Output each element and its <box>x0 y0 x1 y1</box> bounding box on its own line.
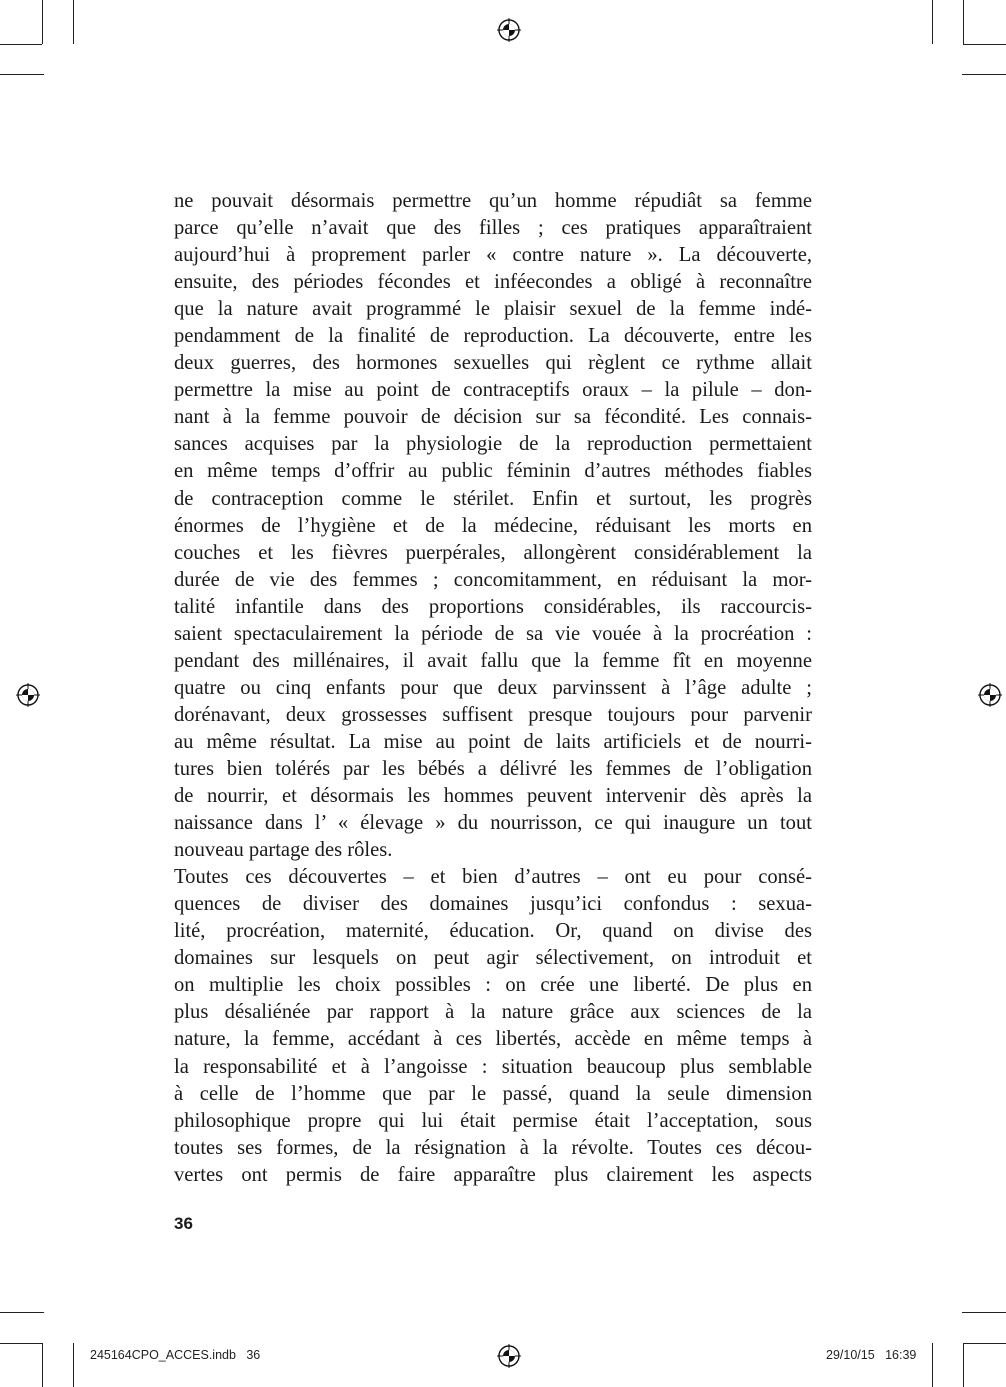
text-line: que la nature avait programmé le plaisir sexuel de la femme indé- <box>174 298 812 321</box>
text-line: de contraception comme le stérilet. Enfin et surtout, les progrès <box>174 487 812 510</box>
text-line: naissance dans l’ « élevage » du nourrisson, ce qui inaugure un tout <box>174 812 812 835</box>
text-line: dorénavant, deux grossesses suffisent presque toujours pour parvenir <box>174 703 812 726</box>
crop-mark-top-right-vertical-inner <box>963 0 964 44</box>
text-line: couches et les fièvres puerpérales, allongèrent considérablement la <box>174 541 812 564</box>
text-line: Toutes ces découvertes – et bien d’autres – ont eu pour consé- <box>174 866 812 889</box>
text-line: domaines sur lesquels on peut agir sélectivement, on introduit et <box>174 947 812 970</box>
slug-date-time: 29/10/15 16:39 <box>826 1348 917 1362</box>
text-line: plus désaliénée par rapport à la nature grâce aux sciences de la <box>174 1001 812 1024</box>
crop-mark-bottom-left-horizontal-inner <box>0 1343 42 1344</box>
crop-mark-top-left-horizontal-inner <box>0 74 44 75</box>
text-line: ensuite, des périodes fécondes et inféecondes a obligé à reconnaître <box>174 271 812 294</box>
text-line: toutes ses formes, de la résignation à la révolte. Toutes ces décou- <box>174 1136 812 1159</box>
text-line: énormes de l’hygiène et de la médecine, réduisant les morts en <box>174 514 812 537</box>
text-line: lité, procréation, maternité, éducation. Or, quand on divise des <box>174 920 812 943</box>
crop-mark-bottom-right-horizontal-inner <box>963 1343 1006 1344</box>
text-line: nouveau partage des rôles. <box>174 839 393 862</box>
text-line: aujourd’hui à proprement parler « contre nature ». La découverte, <box>174 244 812 267</box>
registration-mark-icon-left <box>16 683 40 707</box>
text-line: au même résultat. La mise au point de laits artificiels et de nourri- <box>174 730 812 753</box>
crop-mark-bottom-right-vertical <box>932 1343 933 1387</box>
crop-mark-top-right-horizontal-inner <box>962 74 1006 75</box>
text-line: la responsabilité et à l’angoisse : situation beaucoup plus semblable <box>174 1055 812 1078</box>
registration-mark-icon-bottom <box>497 1344 521 1368</box>
text-line: saient spectaculairement la période de sa vie vouée à la procréation : <box>174 622 812 645</box>
text-line: nature, la femme, accédant à ces libertés, accède en même temps à <box>174 1028 812 1051</box>
text-line: vertes ont permis de faire apparaître plus clairement les aspects <box>174 1163 812 1186</box>
text-line: parce qu’elle n’avait que des filles ; ces pratiques apparaîtraient <box>174 217 812 240</box>
text-line: tures bien tolérés par les bébés a délivré les femmes de l’obligation <box>174 757 812 780</box>
text-line: durée de vie des femmes ; concomitamment, en réduisant la mor- <box>174 568 812 591</box>
paragraph <box>174 188 812 864</box>
crop-mark-bottom-right-vertical-inner <box>963 1343 964 1387</box>
text-line: quences de diviser des domaines jusqu’ici confondus : sexua- <box>174 893 812 916</box>
text-line: à celle de l’homme que par le passé, quand la seule dimension <box>174 1082 812 1105</box>
text-line: deux guerres, des hormones sexuelles qui règlent ce rythme allait <box>174 352 812 375</box>
crop-mark-top-right-vertical <box>932 0 933 44</box>
text-line: ne pouvait désormais permettre qu’un homme répudiât sa femme <box>174 190 812 212</box>
page-number: 36 <box>174 1214 193 1233</box>
text-line: nant à la femme pouvoir de décision sur sa fécondité. Les connais- <box>174 406 812 429</box>
registration-mark-icon-right <box>978 683 1002 707</box>
crop-mark-top-left-vertical <box>42 0 43 44</box>
registration-mark-icon-top <box>497 18 521 42</box>
text-line: pendant des millénaires, il avait fallu que la femme fît en moyenne <box>174 649 812 672</box>
text-line: quatre ou cinq enfants pour que deux parvinssent à l’âge adulte ; <box>174 676 812 699</box>
text-line: permettre la mise au point de contraceptifs oraux – la pilule – don- <box>174 379 812 402</box>
text-line: philosophique propre qui lui était permise était l’acceptation, sous <box>174 1109 812 1132</box>
text-line: en même temps d’offrir au public féminin d’autres méthodes fiables <box>174 460 812 483</box>
slug-filename: 245164CPO_ACCES.indb 36 <box>90 1348 261 1362</box>
text-line: sances acquises par la physiologie de la reproduction permettaient <box>174 433 812 456</box>
crop-mark-top-left-vertical-inner <box>73 0 74 44</box>
text-line: talité infantile dans des proportions considérables, ils raccourcis- <box>174 595 812 618</box>
text-line: on multiplie les choix possibles : on crée une liberté. De plus en <box>174 974 812 997</box>
text-line: de nourrir, et désormais les hommes peuvent intervenir dès après la <box>174 785 812 808</box>
crop-mark-top-right-horizontal <box>963 44 1006 45</box>
crop-mark-bottom-left-horizontal <box>0 1312 44 1313</box>
text-line: pendamment de la finalité de reproduction. La découverte, entre les <box>174 325 812 348</box>
body-text <box>174 188 812 1189</box>
crop-mark-bottom-right-horizontal <box>962 1312 1006 1313</box>
crop-mark-bottom-left-vertical <box>42 1343 43 1387</box>
paragraph <box>174 864 812 1189</box>
crop-mark-top-left-horizontal <box>0 44 42 45</box>
crop-mark-bottom-left-vertical-inner <box>73 1343 74 1387</box>
